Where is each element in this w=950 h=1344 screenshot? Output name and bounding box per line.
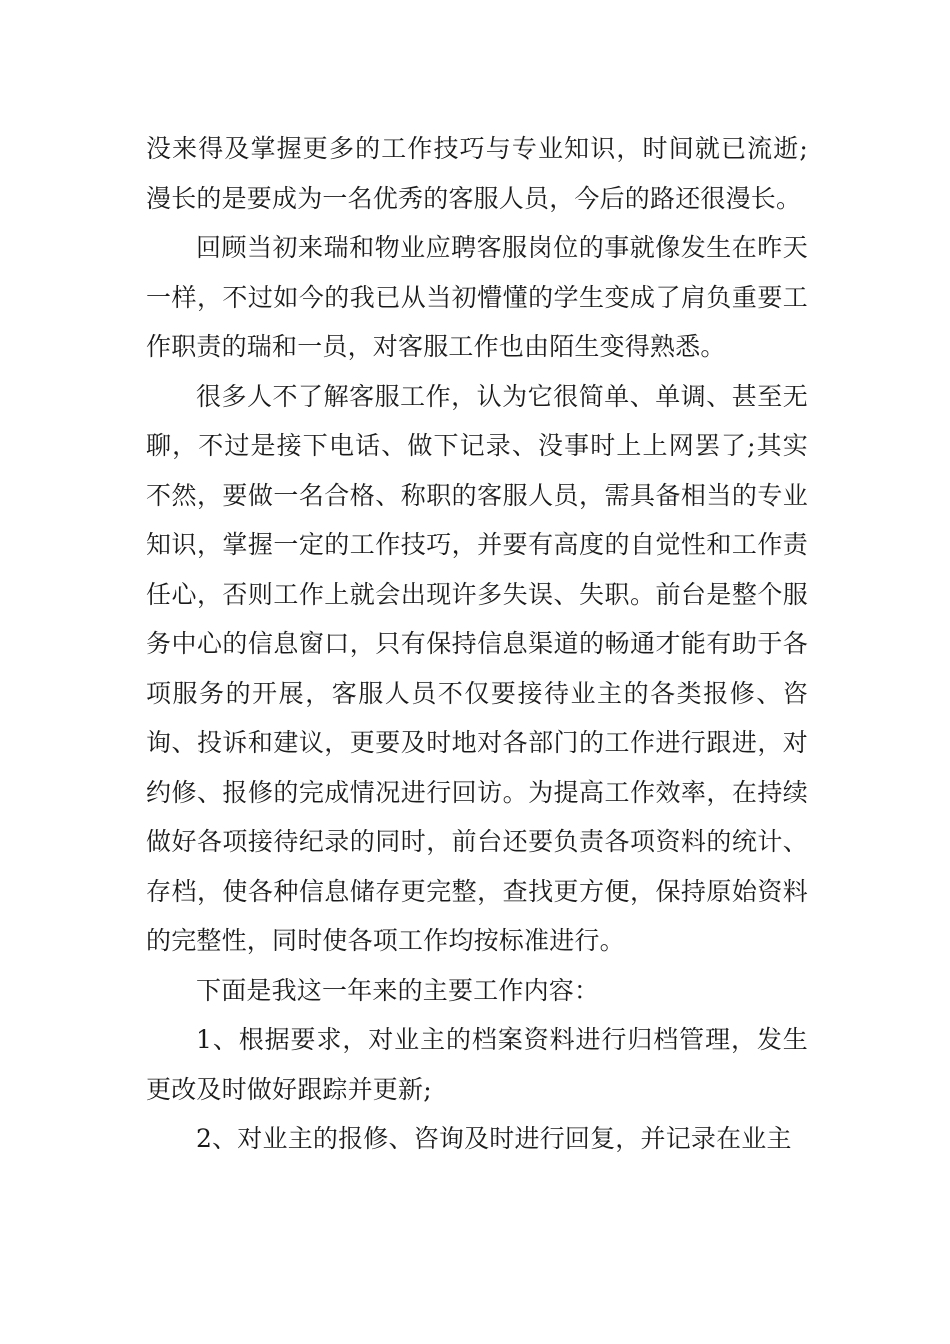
paragraph-customer-service-duties: 很多人不了解客服工作，认为它很简单、单调、甚至无聊，不过是接下电话、做下记录、没事时上上网罢了;其实不然，要做一名合格、称职的客服人员，需具备相当的专业知识，掌握一定的工作技巧，并要有高度的自觉性和工作责任心，否则工作上就会出现许多失误、失职。前台是整个服务中心的信息窗口，只有保持信息渠道的畅通才能有助于各项服务的开展，客服人员不仅要接待业主的各类报修、咨询、投诉和建议，更要及时地对各部门的工作进行跟进，对约修、报修的完成情况进行回访。为提高工作效率，在持续做好各项接待纪录的同时，前台还要负责各项资料的统计、存档，使各种信息储存更完整，查找更方便，保持原始资料的完整性，同时使各项工作均按标准进行。: [146, 381, 808, 955]
body-text: [146, 124, 808, 1164]
paragraph-looking-back: 回顾当初来瑞和物业应聘客服岗位的事就像发生在昨天一样，不过如今的我已从当初懵懂的学生变成了肩负重要工作职责的瑞和一员，对客服工作也由陌生变得熟悉。: [146, 233, 808, 361]
list-item-2: 2、对业主的报修、咨询及时进行回复，并记录在业主: [196, 1124, 792, 1153]
paragraph-work-contents-intro: 下面是我这一年来的主要工作内容：: [196, 975, 600, 1005]
list-item-1: 1、根据要求，对业主的档案资料进行归档管理，发生更改及时做好跟踪并更新;: [146, 1025, 808, 1104]
paragraph-continuation: 没来得及掌握更多的工作技巧与专业知识，时间就已流逝;漫长的是要成为一名优秀的客服人员，今后的路还很漫长。: [146, 134, 808, 213]
